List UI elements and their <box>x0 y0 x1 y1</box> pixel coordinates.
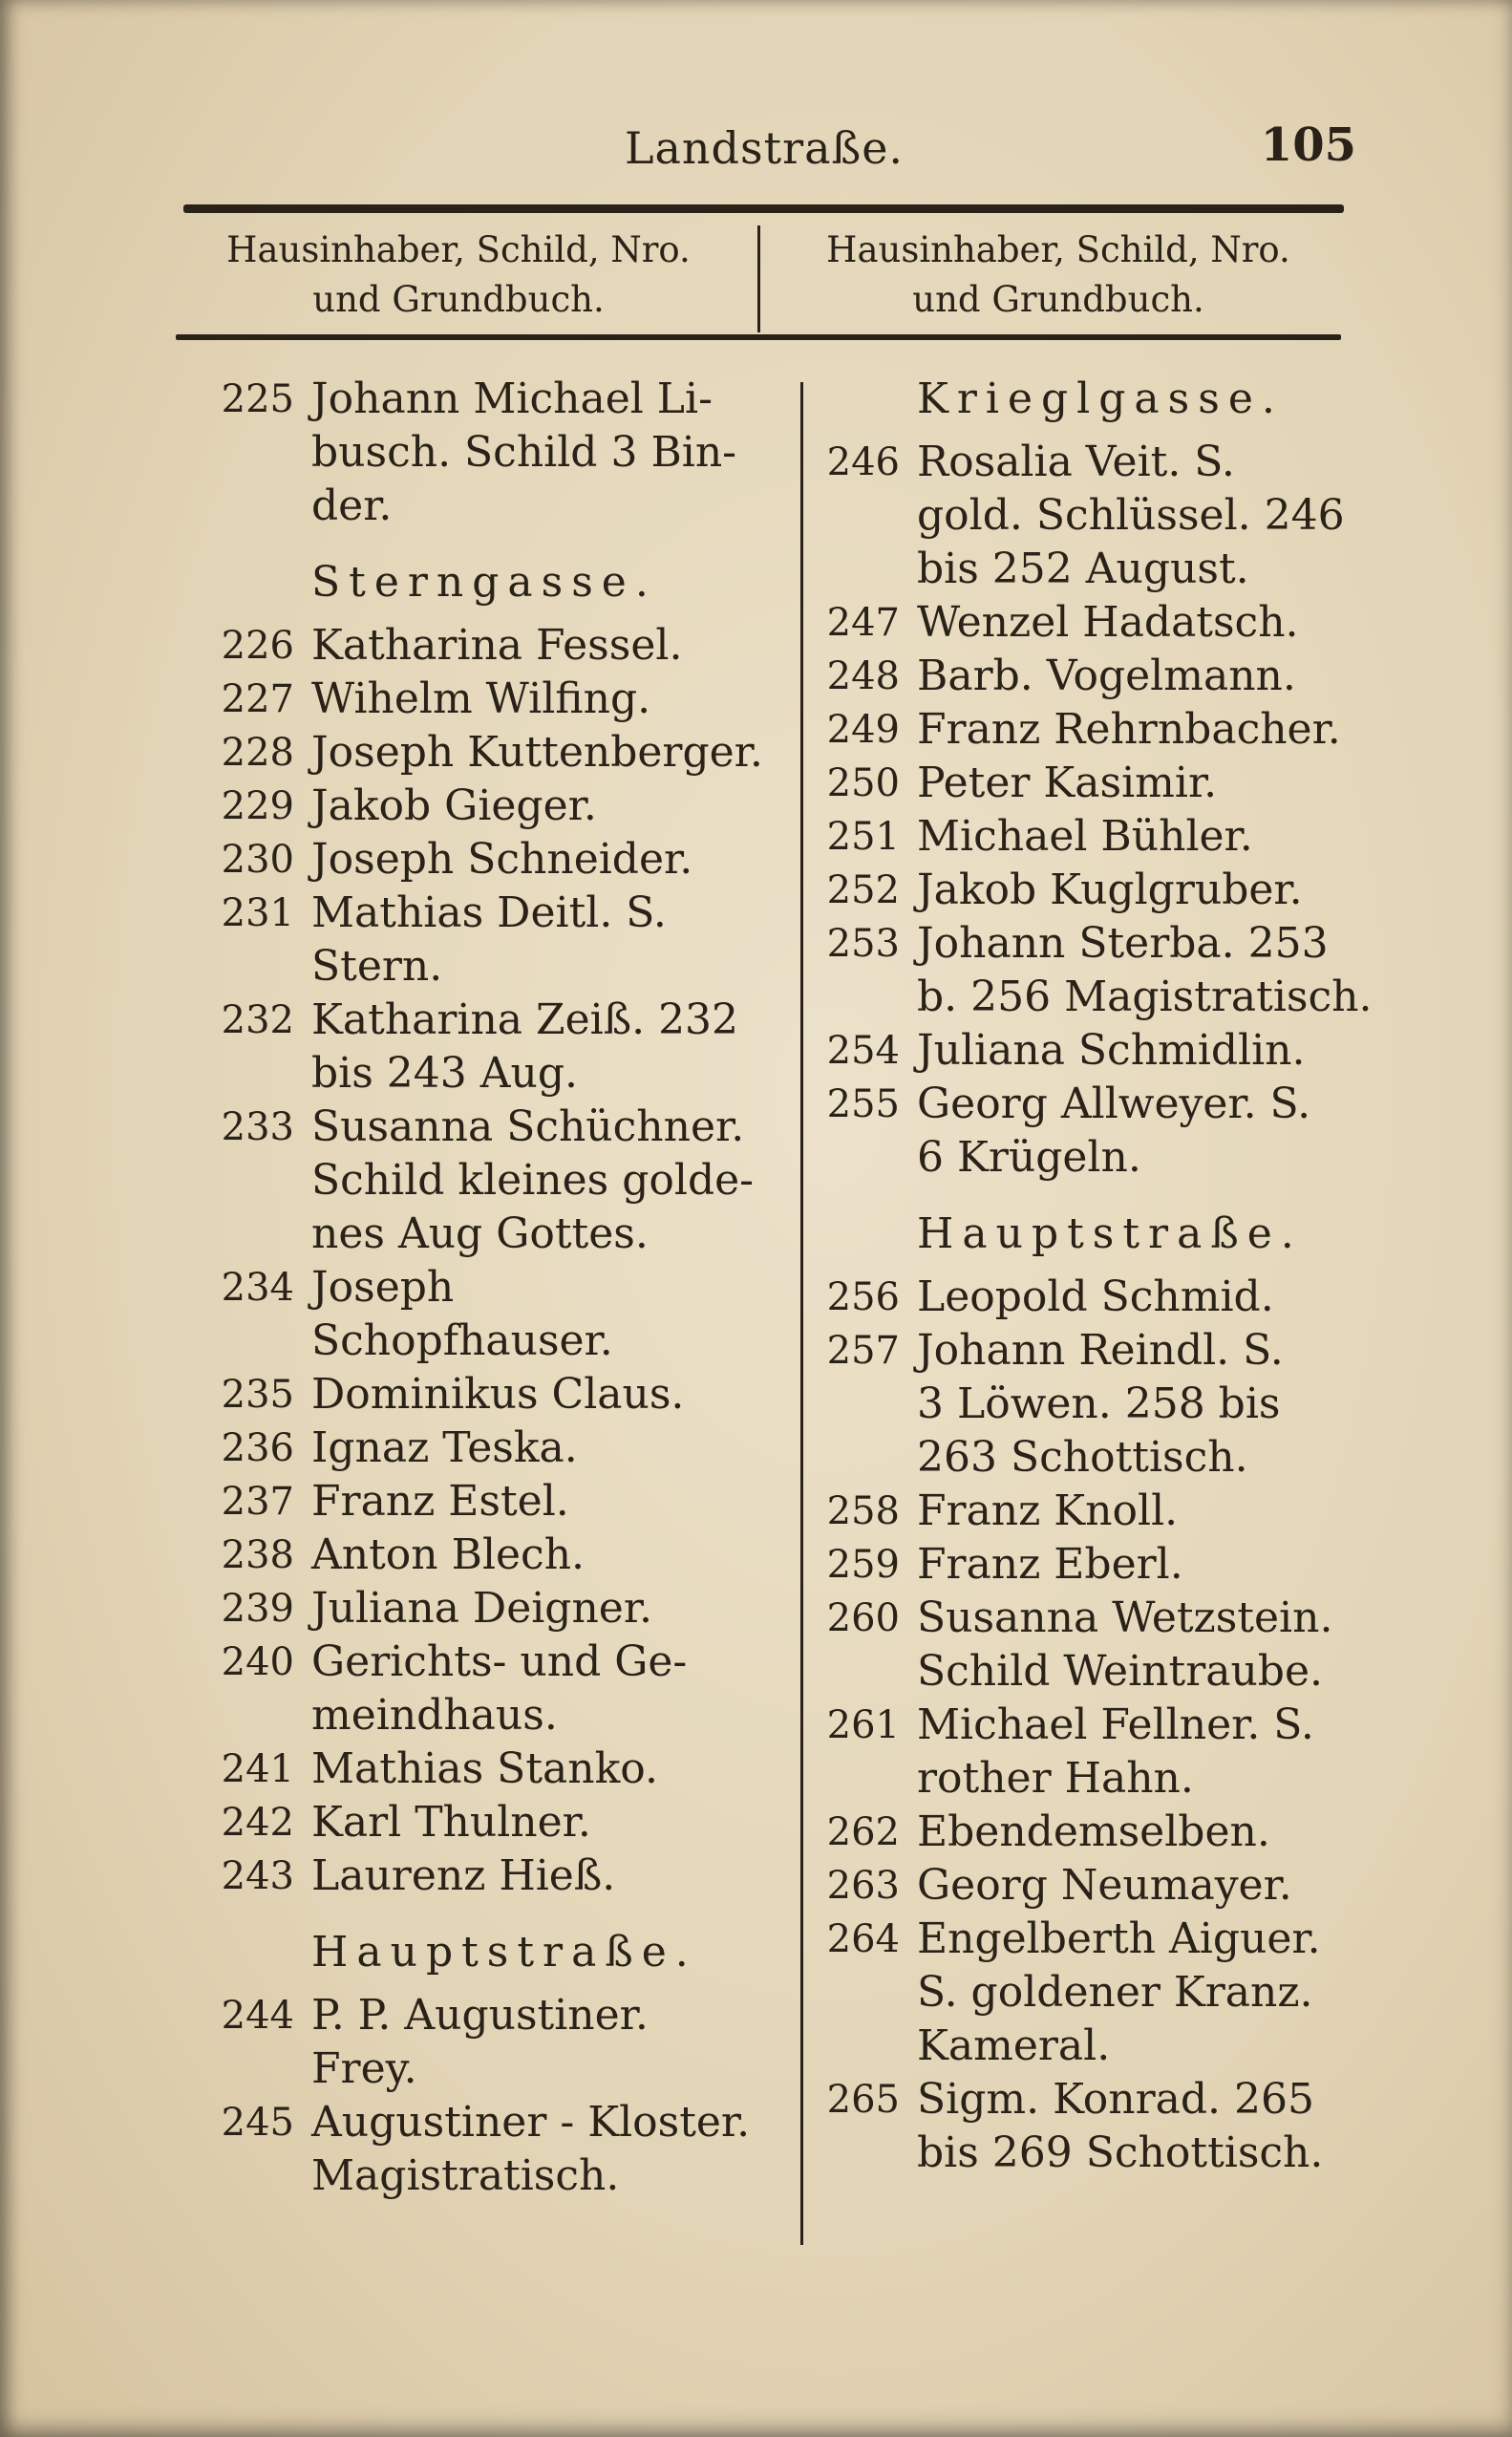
column-header-line: und Grundbuch. <box>312 279 605 320</box>
entry-text <box>311 2096 764 2203</box>
entry-text: Peter Kasimir. <box>917 759 1218 807</box>
entry-line: Katharina Zeiß. 232 <box>311 995 739 1044</box>
column-header-right <box>772 225 1345 331</box>
house-number: 254 <box>826 1029 900 1073</box>
entry-238 <box>172 1528 764 1582</box>
entry-line: Gerichts- und Ge- <box>311 1637 688 1686</box>
entry-text: Karl Thulner. <box>311 1798 591 1847</box>
running-head <box>0 118 1512 180</box>
entry-text: Juliana Schmidlin. <box>917 1026 1306 1075</box>
entry-262 <box>764 1806 1385 1859</box>
entry-text: Katharina Fessel. <box>311 621 683 670</box>
entry-text: Dominikus Claus. <box>311 1370 685 1419</box>
entry-228 <box>172 726 764 780</box>
house-number: 264 <box>826 1917 900 1961</box>
house-number: 236 <box>221 1426 294 1470</box>
house-number: 232 <box>221 998 294 1042</box>
entry-line: Mathias Deitl. S. <box>311 888 667 937</box>
entry-258 <box>764 1485 1385 1538</box>
entry-text <box>311 1101 764 1261</box>
entry-254 <box>764 1024 1385 1078</box>
house-number: 243 <box>221 1854 294 1898</box>
house-number: 265 <box>826 2078 900 2122</box>
house-number: 225 <box>221 377 294 421</box>
entry-line: bis 269 Schottisch. <box>917 2128 1324 2177</box>
entry-text <box>917 917 1385 1024</box>
entry-265 <box>764 2073 1385 2180</box>
house-number: 233 <box>221 1105 294 1149</box>
house-number: 237 <box>221 1480 294 1524</box>
entry-250 <box>764 757 1385 810</box>
street-heading: Krieglgasse. <box>917 374 1284 423</box>
entry-247 <box>764 596 1385 650</box>
entry-text: Franz Rehrnbacher. <box>917 705 1341 754</box>
entry-line: S. goldener Kranz. <box>917 1968 1313 2017</box>
entry-249 <box>764 703 1385 757</box>
top-rule <box>183 204 1344 213</box>
entry-text: Wihelm Wilfing. <box>311 674 651 723</box>
entry-253 <box>764 917 1385 1024</box>
entry-261 <box>764 1699 1385 1806</box>
column-header-line: Hausinhaber, Schild, Nro. <box>826 229 1290 270</box>
entry-256 <box>764 1271 1385 1324</box>
entry-248 <box>764 650 1385 703</box>
entry-line: Rosalia Veit. S. <box>917 438 1235 486</box>
entry-text: Jakob Kuglgruber. <box>917 866 1303 914</box>
right-column <box>764 373 1385 2180</box>
house-number: 240 <box>221 1640 294 1684</box>
entry-245 <box>172 2096 764 2203</box>
entry-line: Frey. <box>311 2044 417 2093</box>
entry-text <box>311 373 764 533</box>
house-number: 259 <box>826 1543 900 1587</box>
house-number: 244 <box>221 1994 294 2038</box>
house-number: 245 <box>221 2101 294 2145</box>
entry-259 <box>764 1538 1385 1592</box>
entry-text: Joseph Kuttenberger. <box>311 728 763 777</box>
house-number: 263 <box>826 1864 900 1908</box>
entry-line: Georg Allweyer. S. <box>917 1080 1311 1128</box>
page-title: Landstraße. <box>624 122 905 174</box>
entry-line: Schild Weintraube. <box>917 1647 1323 1696</box>
house-number: 257 <box>826 1329 900 1373</box>
entry-line: Magistratisch. <box>311 2151 620 2200</box>
house-number: 241 <box>221 1747 294 1791</box>
house-number: 227 <box>221 677 294 721</box>
entry-line: b. 256 Magistratisch. <box>917 973 1373 1021</box>
entry-text <box>311 994 764 1101</box>
entry-line: der. <box>311 481 393 530</box>
entry-252 <box>764 864 1385 917</box>
house-number: 256 <box>826 1275 900 1319</box>
house-number: 258 <box>826 1489 900 1533</box>
entry-line: Johann Reindl. S. <box>917 1326 1284 1375</box>
column-header-line: und Grundbuch. <box>912 279 1204 320</box>
entry-line: Augustiner - Kloster. <box>311 2098 751 2147</box>
entry-240 <box>172 1635 764 1742</box>
entry-255 <box>764 1078 1385 1185</box>
entry-line: Sigm. Konrad. 265 <box>917 2075 1314 2124</box>
header-rule <box>176 334 1341 340</box>
entry-line: Johann Sterba. 253 <box>917 919 1329 968</box>
entry-text <box>311 887 764 994</box>
entry-line: gold. Schlüssel. 246 <box>917 491 1345 540</box>
entry-line: Michael Fellner. S. <box>917 1700 1314 1749</box>
entry-line: bis 243 Aug. <box>311 1049 579 1098</box>
page-number: 105 <box>1260 118 1356 172</box>
house-number: 239 <box>221 1587 294 1631</box>
house-number: 250 <box>826 761 900 805</box>
entry-text <box>917 1913 1385 2073</box>
house-number: 252 <box>826 868 900 912</box>
entry-text: Michael Bühler. <box>917 812 1253 861</box>
entry-257 <box>764 1324 1385 1485</box>
entry-text <box>311 1635 764 1742</box>
entry-237 <box>172 1475 764 1528</box>
house-number: 246 <box>826 440 900 484</box>
house-number: 261 <box>826 1703 900 1747</box>
street-heading: Hauptstraße. <box>917 1209 1303 1258</box>
house-number: 253 <box>826 922 900 966</box>
entry-text: Leopold Schmid. <box>917 1272 1274 1321</box>
entry-line: Susanna Wetzstein. <box>917 1593 1333 1642</box>
header-divider <box>757 225 760 332</box>
house-number: 262 <box>826 1810 900 1854</box>
column-header-line: Hausinhaber, Schild, Nro. <box>226 229 691 270</box>
left-column <box>172 373 764 2203</box>
entry-264 <box>764 1913 1385 2073</box>
entry-line: Johann Michael Li- <box>311 374 713 423</box>
entry-text: Joseph Schopfhauser. <box>311 1263 613 1365</box>
entry-246 <box>764 436 1385 596</box>
entry-text <box>917 2073 1385 2180</box>
house-number: 229 <box>221 784 294 828</box>
entry-line: meindhaus. <box>311 1691 558 1740</box>
entry-text: Ignaz Teska. <box>311 1423 578 1472</box>
entry-251 <box>764 810 1385 864</box>
house-number: 235 <box>221 1373 294 1417</box>
entry-line: 3 Löwen. 258 bis <box>917 1379 1281 1428</box>
entry-text: Mathias Stanko. <box>311 1744 658 1793</box>
entry-line: Kameral. <box>917 2021 1111 2070</box>
entry-244 <box>172 1989 764 2096</box>
entry-225 <box>172 373 764 533</box>
entry-236 <box>172 1422 764 1475</box>
entry-text: Ebendemselben. <box>917 1807 1270 1856</box>
entry-226 <box>172 619 764 673</box>
entry-242 <box>172 1796 764 1849</box>
entry-text: Franz Eberl. <box>917 1540 1183 1589</box>
entry-line: Stern. <box>311 942 443 991</box>
house-number: 242 <box>221 1801 294 1845</box>
entry-text <box>917 1699 1385 1806</box>
entry-232 <box>172 994 764 1101</box>
house-number: 249 <box>826 708 900 752</box>
entry-text: Georg Neumayer. <box>917 1861 1292 1910</box>
house-number: 251 <box>826 815 900 859</box>
house-number: 228 <box>221 731 294 775</box>
house-number: 238 <box>221 1533 294 1577</box>
entry-241 <box>172 1742 764 1796</box>
entry-line: nes Aug Gottes. <box>311 1209 649 1258</box>
entry-text: Joseph Schneider. <box>311 835 693 884</box>
entry-line: 6 Krügeln. <box>917 1133 1141 1182</box>
entry-text <box>917 1324 1385 1485</box>
street-heading: Hauptstraße. <box>311 1928 697 1977</box>
house-number: 247 <box>826 601 900 645</box>
house-number: 260 <box>826 1596 900 1640</box>
entry-line: busch. Schild 3 Bin- <box>311 428 737 477</box>
entry-235 <box>172 1368 764 1422</box>
house-number: 248 <box>826 654 900 698</box>
entry-line: Engelberth Aiguer. <box>917 1914 1321 1963</box>
entry-text: Wenzel Hadatsch. <box>917 598 1299 647</box>
entry-231 <box>172 887 764 994</box>
house-number: 230 <box>221 838 294 882</box>
house-number: 231 <box>221 891 294 935</box>
entry-line: P. P. Augustiner. <box>311 1991 649 2040</box>
entry-text: Jakob Gieger. <box>311 781 597 830</box>
entry-229 <box>172 780 764 833</box>
entry-line: rother Hahn. <box>917 1754 1194 1803</box>
entry-text: Juliana Deigner. <box>311 1584 653 1633</box>
entry-line: Susanna Schüchner. <box>311 1102 745 1151</box>
entry-text: Barb. Vogelmann. <box>917 652 1296 700</box>
house-number: 255 <box>826 1082 900 1126</box>
entry-text: Anton Blech. <box>311 1530 586 1579</box>
entry-text <box>917 1078 1385 1185</box>
entry-260 <box>764 1592 1385 1699</box>
entry-text: Franz Knoll. <box>917 1486 1179 1535</box>
entry-text <box>917 1592 1385 1699</box>
entry-line: bis 252 August. <box>917 545 1249 593</box>
column-header-left <box>172 225 745 331</box>
entry-233 <box>172 1101 764 1261</box>
entry-text: Laurenz Hieß. <box>311 1851 616 1900</box>
house-number: 226 <box>221 624 294 668</box>
entry-239 <box>172 1582 764 1635</box>
entry-text: Franz Estel. <box>311 1477 569 1526</box>
entry-263 <box>764 1859 1385 1913</box>
entry-230 <box>172 833 764 887</box>
entry-text <box>311 1989 764 2096</box>
entry-text <box>917 436 1385 596</box>
entry-234 <box>172 1261 764 1368</box>
house-number: 234 <box>221 1266 294 1310</box>
street-heading: Sterngasse. <box>311 558 657 607</box>
entry-227 <box>172 673 764 726</box>
entry-243 <box>172 1849 764 1903</box>
entry-line: Schild kleines golde- <box>311 1156 755 1205</box>
entry-line: 263 Schottisch. <box>917 1433 1248 1482</box>
